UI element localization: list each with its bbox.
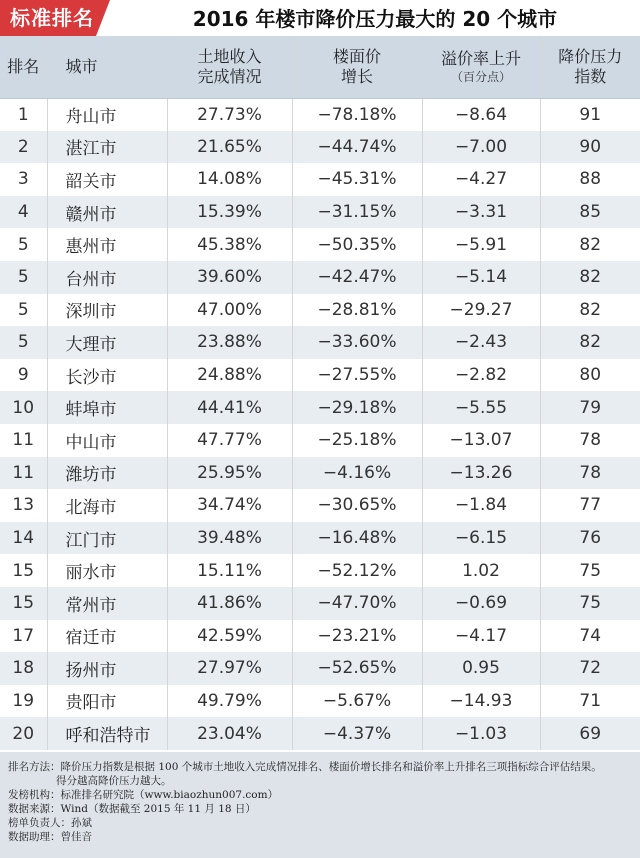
header (0, 0, 640, 36)
premium-rate-cell: −6.15 (422, 522, 540, 555)
city-cell: 赣州市 (47, 196, 167, 229)
pressure-index-cell: 80 (540, 359, 640, 392)
notes-panel (0, 752, 640, 858)
floor-price-cell: −44.74% (292, 131, 422, 164)
floor-price-cell: −78.18% (292, 98, 422, 131)
pressure-index-cell: 82 (540, 294, 640, 327)
land-income-cell: 24.88% (167, 359, 292, 392)
premium-rate-cell: −2.43 (422, 326, 540, 359)
rank-cell: 11 (0, 424, 47, 457)
premium-rate-cell: −13.07 (422, 424, 540, 457)
premium-rate-cell: −4.27 (422, 163, 540, 196)
city-cell: 宿迁市 (47, 620, 167, 653)
floor-price-cell: −27.55% (292, 359, 422, 392)
pressure-index-cell: 77 (540, 489, 640, 522)
premium-rate-cell: −0.69 (422, 587, 540, 620)
land-income-cell: 47.00% (167, 294, 292, 327)
land-income-cell: 27.73% (167, 98, 292, 131)
premium-rate-cell: −3.31 (422, 196, 540, 229)
table-row (0, 294, 640, 327)
premium-rate-cell: −4.17 (422, 620, 540, 653)
col-header-land-income: 土地收入 完成情况 (167, 36, 292, 98)
city-cell: 台州市 (47, 261, 167, 294)
rank-cell: 2 (0, 131, 47, 164)
floor-price-cell: −16.48% (292, 522, 422, 555)
pressure-index-cell: 91 (540, 98, 640, 131)
land-income-cell: 23.88% (167, 326, 292, 359)
rank-cell: 19 (0, 685, 47, 718)
floor-price-cell: −23.21% (292, 620, 422, 653)
rank-cell: 9 (0, 359, 47, 392)
premium-rate-cell: −1.84 (422, 489, 540, 522)
floor-price-cell: −45.31% (292, 163, 422, 196)
premium-rate-cell: −2.82 (422, 359, 540, 392)
floor-price-cell: −4.37% (292, 717, 422, 750)
col-header-floor-price: 楼面价 增长 (292, 36, 422, 98)
floor-price-cell: −52.12% (292, 554, 422, 587)
city-cell: 贵阳市 (47, 685, 167, 718)
land-income-cell: 39.48% (167, 522, 292, 555)
floor-price-cell: −5.67% (292, 685, 422, 718)
brand-logo: 标准排名 (0, 0, 96, 36)
land-income-cell: 15.39% (167, 196, 292, 229)
premium-rate-cell: −5.91 (422, 228, 540, 261)
pressure-index-cell: 75 (540, 554, 640, 587)
table-header-row (0, 36, 640, 98)
land-income-cell: 47.77% (167, 424, 292, 457)
table-row (0, 326, 640, 359)
table-row (0, 359, 640, 392)
city-cell: 惠州市 (47, 228, 167, 261)
col-header-city: 城市 (47, 36, 167, 98)
pressure-index-cell: 69 (540, 717, 640, 750)
city-cell: 常州市 (47, 587, 167, 620)
city-cell: 北海市 (47, 489, 167, 522)
pressure-index-cell: 74 (540, 620, 640, 653)
rank-cell: 11 (0, 457, 47, 490)
floor-price-cell: −47.70% (292, 587, 422, 620)
pressure-index-cell: 82 (540, 326, 640, 359)
table-row (0, 457, 640, 490)
rank-cell: 4 (0, 196, 47, 229)
premium-rate-cell: −13.26 (422, 457, 540, 490)
floor-price-cell: −42.47% (292, 261, 422, 294)
land-income-cell: 44.41% (167, 391, 292, 424)
rank-cell: 20 (0, 717, 47, 750)
table-row (0, 587, 640, 620)
floor-price-cell: −4.16% (292, 457, 422, 490)
premium-rate-cell: −1.03 (422, 717, 540, 750)
land-income-cell: 21.65% (167, 131, 292, 164)
pressure-index-cell: 78 (540, 424, 640, 457)
city-cell: 大理市 (47, 326, 167, 359)
table-row (0, 522, 640, 555)
rank-cell: 5 (0, 261, 47, 294)
table-row (0, 98, 640, 131)
city-cell: 江门市 (47, 522, 167, 555)
table-row (0, 196, 640, 229)
table-row (0, 554, 640, 587)
premium-rate-cell: 1.02 (422, 554, 540, 587)
land-income-cell: 23.04% (167, 717, 292, 750)
floor-price-cell: −30.65% (292, 489, 422, 522)
note-source: 数据来源：Wind（数据截至 2015 年 11 月 18 日） (8, 803, 256, 815)
ranking-table (0, 36, 640, 750)
city-cell: 湛江市 (47, 131, 167, 164)
note-assistant: 数据助理：曾佳音 (8, 831, 92, 843)
city-cell: 潍坊市 (47, 457, 167, 490)
floor-price-cell: −28.81% (292, 294, 422, 327)
rank-cell: 5 (0, 228, 47, 261)
premium-rate-cell: −7.00 (422, 131, 540, 164)
note-method-cont: 得分越高降价压力越大。 (56, 775, 172, 787)
note-method: 排名方法：降价压力指数是根据 100 个城市土地收入完成情况排名、楼面价增长排名和溢价率上升排名三项指标综合评估结果。 (8, 761, 602, 773)
col-header-premium-rate: 溢价率上升 （百分点） (422, 36, 540, 98)
table-row (0, 131, 640, 164)
rank-cell: 17 (0, 620, 47, 653)
land-income-cell: 15.11% (167, 554, 292, 587)
pressure-index-cell: 75 (540, 587, 640, 620)
pressure-index-cell: 76 (540, 522, 640, 555)
col-header-pressure-index: 降价压力 指数 (540, 36, 640, 98)
rank-cell: 1 (0, 98, 47, 131)
pressure-index-cell: 82 (540, 261, 640, 294)
table-row (0, 489, 640, 522)
premium-rate-cell: −8.64 (422, 98, 540, 131)
land-income-cell: 14.08% (167, 163, 292, 196)
pressure-index-cell: 90 (540, 131, 640, 164)
city-cell: 蚌埠市 (47, 391, 167, 424)
land-income-cell: 34.74% (167, 489, 292, 522)
col-header-rank: 排名 (0, 36, 47, 98)
land-income-cell: 25.95% (167, 457, 292, 490)
table-row (0, 228, 640, 261)
pressure-index-cell: 79 (540, 391, 640, 424)
land-income-cell: 41.86% (167, 587, 292, 620)
floor-price-cell: −29.18% (292, 391, 422, 424)
rank-cell: 10 (0, 391, 47, 424)
rank-cell: 15 (0, 554, 47, 587)
rank-cell: 18 (0, 652, 47, 685)
rank-cell: 14 (0, 522, 47, 555)
pressure-index-cell: 85 (540, 196, 640, 229)
land-income-cell: 27.97% (167, 652, 292, 685)
premium-rate-cell: −5.55 (422, 391, 540, 424)
table-row (0, 261, 640, 294)
pressure-index-cell: 88 (540, 163, 640, 196)
table-row (0, 424, 640, 457)
city-cell: 丽水市 (47, 554, 167, 587)
city-cell: 舟山市 (47, 98, 167, 131)
city-cell: 扬州市 (47, 652, 167, 685)
premium-rate-cell: −5.14 (422, 261, 540, 294)
city-cell: 韶关市 (47, 163, 167, 196)
table-row (0, 717, 640, 750)
floor-price-cell: −25.18% (292, 424, 422, 457)
premium-rate-cell: 0.95 (422, 652, 540, 685)
land-income-cell: 42.59% (167, 620, 292, 653)
note-owner: 榜单负责人：孙斌 (8, 817, 92, 829)
rank-cell: 5 (0, 294, 47, 327)
table-row (0, 685, 640, 718)
premium-rate-cell: −14.93 (422, 685, 540, 718)
pressure-index-cell: 82 (540, 228, 640, 261)
note-publisher: 发榜机构：标准排名研究院（www.biaozhun007.com） (8, 789, 279, 801)
rank-cell: 5 (0, 326, 47, 359)
pressure-index-cell: 72 (540, 652, 640, 685)
land-income-cell: 45.38% (167, 228, 292, 261)
city-cell: 呼和浩特市 (47, 717, 167, 750)
city-cell: 深圳市 (47, 294, 167, 327)
page-title: 2016 年楼市降价压力最大的 20 个城市 (192, 7, 558, 31)
pressure-index-cell: 71 (540, 685, 640, 718)
rank-cell: 13 (0, 489, 47, 522)
land-income-cell: 49.79% (167, 685, 292, 718)
floor-price-cell: −33.60% (292, 326, 422, 359)
floor-price-cell: −52.65% (292, 652, 422, 685)
floor-price-cell: −50.35% (292, 228, 422, 261)
table-row (0, 620, 640, 653)
floor-price-cell: −31.15% (292, 196, 422, 229)
table-row (0, 652, 640, 685)
land-income-cell: 39.60% (167, 261, 292, 294)
city-cell: 中山市 (47, 424, 167, 457)
table-row (0, 163, 640, 196)
table-row (0, 391, 640, 424)
rank-cell: 3 (0, 163, 47, 196)
rank-cell: 15 (0, 587, 47, 620)
pressure-index-cell: 78 (540, 457, 640, 490)
premium-rate-cell: −29.27 (422, 294, 540, 327)
city-cell: 长沙市 (47, 359, 167, 392)
